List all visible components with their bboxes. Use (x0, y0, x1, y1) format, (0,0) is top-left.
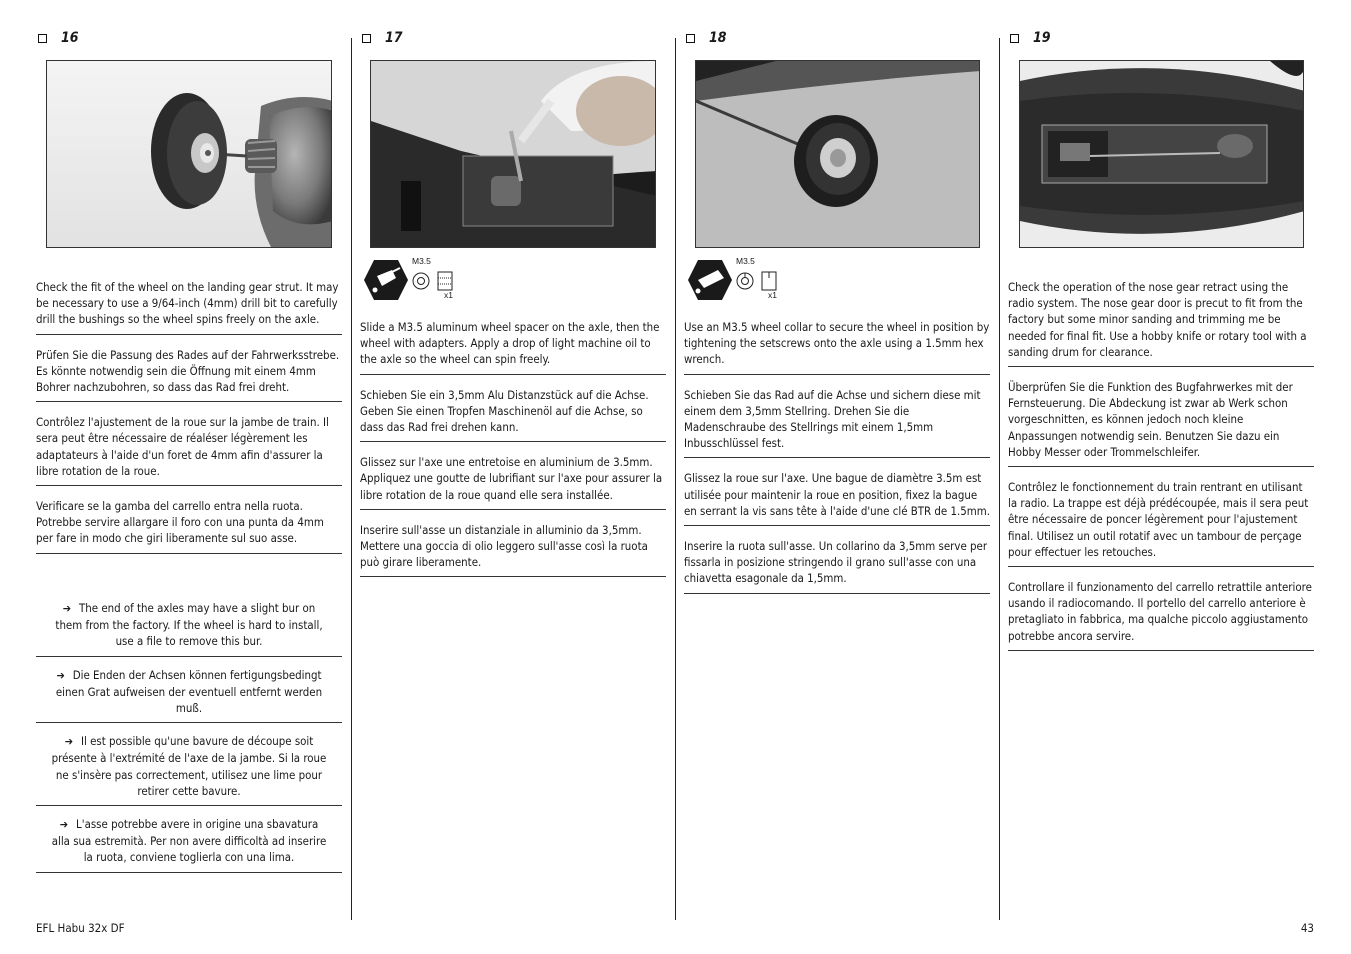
instruction-de: Überprüfen Sie die Funktion des Bugfahrwerkes mit der Fernsteuerung. Die Abdeckung ist zwar ab Werk schon vorgeschnitten, es können jedoch noch kleine Anpassungen notwendig sein. Benutzen Sie dazu ein Hobby Messer oder Trommelschleifer. (1008, 376, 1314, 467)
footer-product-name: EFL Habu 32x DF (36, 921, 125, 935)
instruction-de: Schieben Sie das Rad auf die Achse und sichern diese mit einem dem 3,5mm Stellring. Drehen Sie die Madenschraube des Stellrings mit einem 1,5mm Inbusschlüssel fest. (684, 384, 990, 459)
arrow-right-icon: ➔ (56, 668, 65, 682)
instruction-de: Schieben Sie ein 3,5mm Alu Distanzstück auf die Achse. Geben Sie einen Tropfen Maschinenöl auf die Achse, so dass das Rad frei drehen kann. (360, 384, 666, 443)
instruction-it: Verificare se la gamba del carrello entra nella ruota. Potrebbe servire allargare il foro con una punta da 4mm per fare in modo che giri liberamente sul suo asse. (36, 495, 342, 554)
instruction-fr: Glissez la roue sur l'axe. Une bague de diamètre 3.5m est utilisée pour maintenir la roue en position, fixez la bague en serrant la vis sans tête à l'aide d'une clé BTR de 1.5mm. (684, 467, 990, 526)
step-19-header (1010, 30, 1051, 46)
column-divider (675, 38, 676, 920)
step-17-photo (370, 60, 656, 248)
instruction-de: Prüfen Sie die Passung des Rades auf der Fahrwerksstrebe. Es könnte notwendig sein die Öffnung mit einem 4mm Bohrer nachzubohren, so dass das Rad frei dreht. (36, 344, 342, 403)
instruction-it: Controllare il funzionamento del carrello retrattile anteriore usando il radiocomando. Il portello del carrello anteriore è pretagliato in fabbrica, ma qualche piccolo aggiustamento potrebbe ancora servire. (1008, 576, 1314, 651)
instruction-en: Use an M3.5 wheel collar to secure the wheel in position by tightening the setscrews onto the axle using a 1.5mm hex wrench. (684, 316, 990, 375)
column-divider (999, 38, 1000, 920)
step-number: 17 (385, 30, 403, 46)
step-number: 18 (709, 30, 727, 46)
instruction-fr: Contrôlez l'ajustement de la roue sur la jambe de train. Il sera peut être nécessaire de réaléser légèrement les adaptateurs à l'aide d'un foret de 4mm afin d'assurer la libre rotation de la roue. (36, 411, 342, 486)
instruction-en: Check the operation of the nose gear retract using the radio system. The nose gear door is precut to fit from the factory but some minor sanding and trimming me be needed for final fit. Use a hobby knife or rotary tool with a sanding drum for clearance. (1008, 276, 1314, 367)
arrow-right-icon: ➔ (64, 735, 73, 749)
hardware-qty: x1 (444, 290, 453, 300)
checkbox-icon[interactable] (38, 34, 47, 43)
instruction-en: Check the fit of the wheel on the landing gear strut. It may be necessary to use a 9/64-inch (4mm) drill bit to carefully drill the bushings so the wheel spins freely on the axle. (36, 276, 342, 335)
step-17-header (362, 30, 403, 46)
step-16-instructions (36, 276, 342, 554)
step-17-instructions (360, 316, 666, 577)
step-17-hardware (362, 258, 462, 304)
hardware-qty: x1 (768, 290, 777, 300)
step-16-photo (46, 60, 332, 248)
step-18-header (686, 30, 727, 46)
step-16-notes (36, 597, 342, 880)
oil-bottle-icon (362, 258, 410, 302)
checkbox-icon[interactable] (362, 34, 371, 43)
step-18-instructions (684, 316, 990, 594)
note-en: ➔ The end of the axles may have a slight bur on them from the factory. If the wheel is hard to install, use a file to remove this bur. (36, 597, 342, 657)
wheel-collar-icon (736, 270, 780, 292)
page-number: 43 (1300, 921, 1314, 935)
arrow-right-icon: ➔ (62, 602, 72, 615)
note-fr: ➔ Il est possible qu'une bavure de découpe soit présente à l'extrémité de l'axe de la jambe. Si la roue ne s'insère pas correctement, utilisez une lime pour retirer cette bavure. (36, 730, 342, 806)
arrow-right-icon: ➔ (59, 818, 69, 832)
step-19-instructions (1008, 276, 1314, 651)
instruction-fr: Contrôlez le fonctionnement du train rentrant en utilisant la radio. La trappe est déjà prédécoupée, mais il sera peut être nécessaire de poncer légèrement pour l'ajustement final. Utilisez un outil rotatif avec un tambour de perçage pour effectuer les retouches. (1008, 476, 1314, 567)
instruction-fr: Glissez sur l'axe une entretoise en aluminium de 3.5mm. Appliquez une goutte de lubrifiant sur l'axe pour assurer la libre rotation de la roue quand elle sera installée. (360, 451, 666, 510)
instruction-en: Slide a M3.5 aluminum wheel spacer on the axle, then the wheel with adapters. Apply a drop of light machine oil to the axle so the wheel can spin freely. (360, 316, 666, 375)
instruction-it: Inserire la ruota sull'asse. Un collarino da 3,5mm serve per fissarla in posizione stringendo il grano sull'asse con una chiavetta esagonale da 1,5mm. (684, 535, 990, 594)
step-16-header (38, 30, 79, 46)
hardware-size: M3.5 (736, 256, 755, 266)
step-18-photo (695, 60, 980, 248)
step-number: 16 (61, 30, 79, 46)
checkbox-icon[interactable] (1010, 34, 1019, 43)
column-divider (351, 38, 352, 920)
checkbox-icon[interactable] (686, 34, 695, 43)
instruction-it: Inserire sull'asse un distanziale in alluminio da 3,5mm. Mettere una goccia di olio leggero sull'asse così la ruota può girare liberamente. (360, 519, 666, 578)
step-number: 19 (1033, 30, 1051, 46)
oil-bottle-icon (686, 258, 734, 302)
spacer-icon (412, 270, 456, 292)
step-18-hardware (686, 258, 786, 304)
note-it: ➔ L'asse potrebbe avere in origine una sbavatura alla sua estremità. Per non avere difficoltà ad inserire la ruota, conviene toglierla con una lima. (36, 813, 342, 873)
hardware-size: M3.5 (412, 256, 431, 266)
note-de: ➔ Die Enden der Achsen können fertigungsbedingt einen Grat aufweisen der eventuell entfernt werden muß. (36, 664, 342, 724)
step-19-photo (1019, 60, 1304, 248)
